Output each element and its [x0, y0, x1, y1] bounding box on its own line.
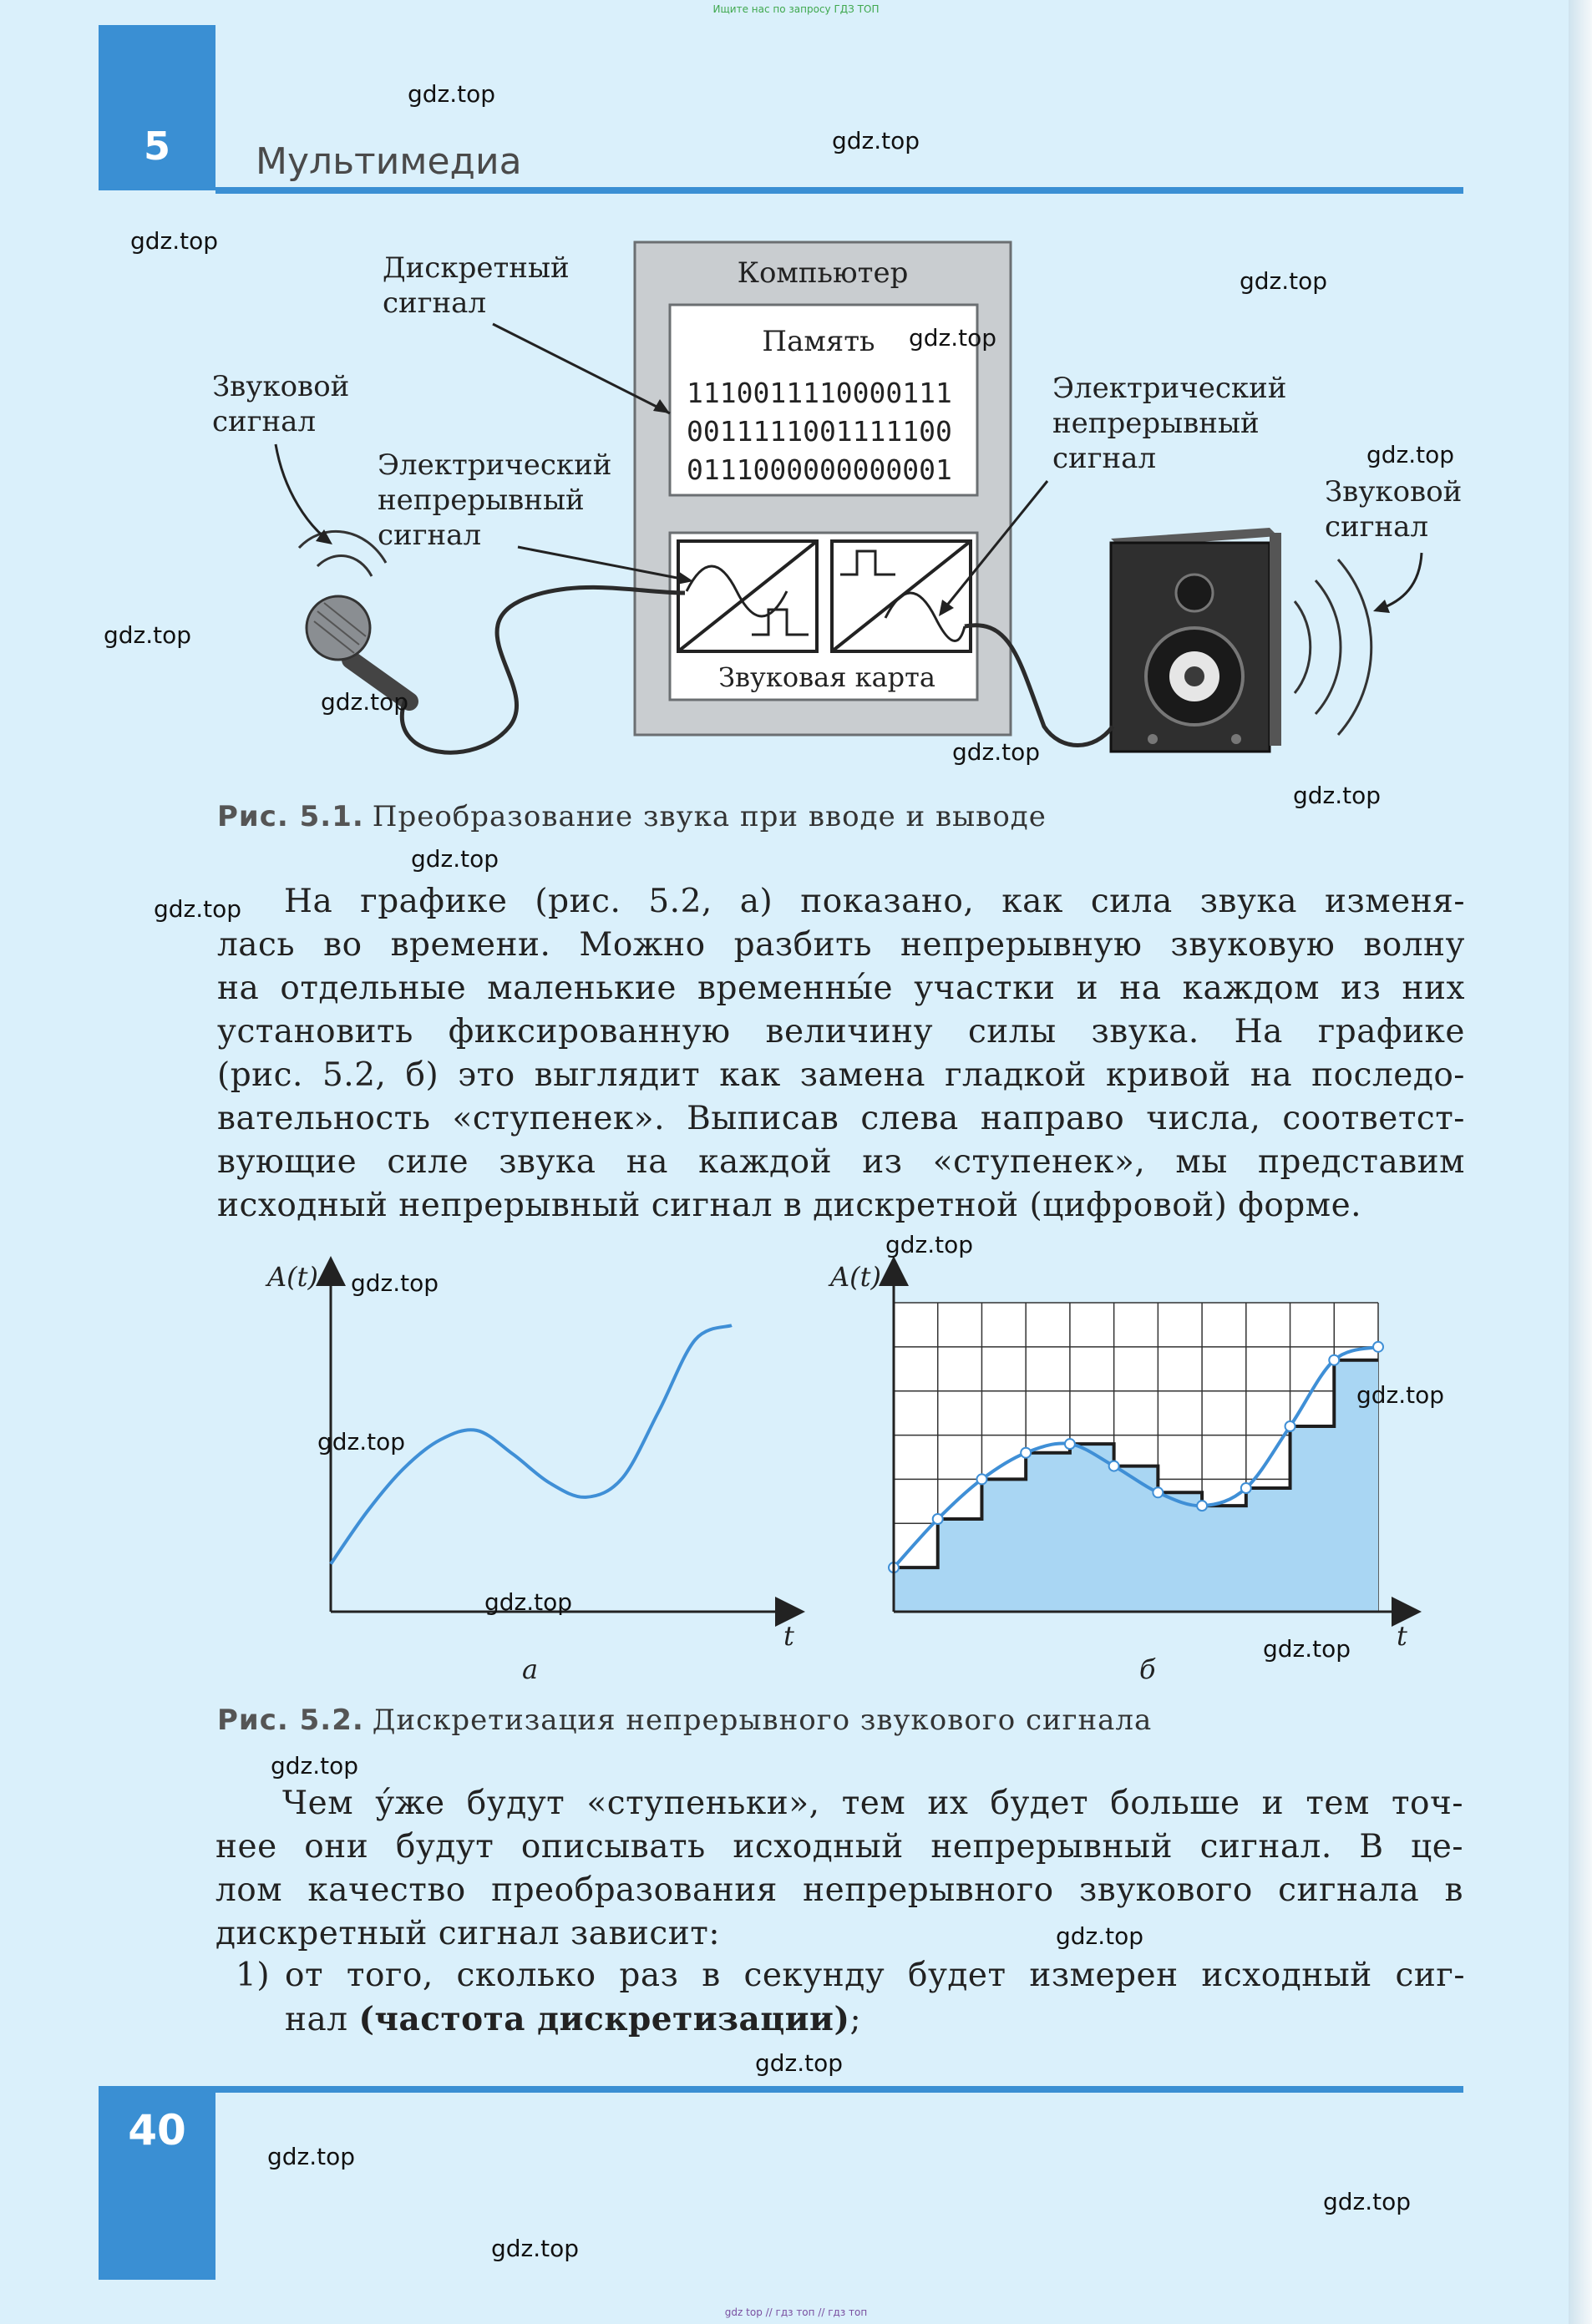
caption-text: Преобразование звука при вводе и выводе	[372, 800, 1047, 833]
watermark: gdz.top	[1356, 1381, 1445, 1409]
watermark: gdz.top	[832, 127, 920, 154]
footer-rule	[215, 2086, 1463, 2093]
paragraph-line: (рис. 5.2, б) это выглядит как замена гладкой кривой на последо-	[217, 1056, 1465, 1094]
watermark: gdz.top	[317, 1428, 406, 1456]
watermark: gdz.top	[491, 2235, 580, 2262]
x-axis-label: t	[1397, 1620, 1407, 1652]
sound-card-label: Звуковая карта	[718, 661, 935, 693]
watermark: gdz.top	[411, 845, 499, 873]
chart-a	[265, 1261, 794, 1685]
memory-label: Память	[762, 325, 875, 358]
list-text: от того, сколько раз в секунду будет измерен исходный сиг-	[285, 1957, 1465, 1994]
subfigure-label: а	[522, 1653, 539, 1685]
watermark: gdz.top	[1240, 267, 1328, 295]
page-edge	[1569, 0, 1592, 2324]
computer-label: Компьютер	[737, 256, 909, 290]
watermark: gdz.top	[271, 1752, 359, 1780]
watermark: gdz.top	[952, 738, 1041, 766]
chapter-number: 5	[143, 124, 170, 169]
label-electric-right: непрерывный	[1052, 407, 1260, 440]
y-axis-label: A(t)	[267, 1261, 318, 1293]
label-sound-right: сигнал	[1325, 510, 1429, 544]
label-electric-right: сигнал	[1052, 442, 1157, 475]
list-text: нал	[285, 2001, 359, 2038]
label-sound-left: сигнал	[212, 405, 317, 438]
label-electric-left: Электрический	[378, 448, 612, 482]
bottom-note: gdz top // гдз топ // гдз топ	[724, 2306, 868, 2318]
arrowhead-icon	[1373, 600, 1390, 613]
paragraph-line: вующие силе звука на каждой из «ступенек», мы представим	[217, 1143, 1465, 1181]
watermark: gdz.top	[321, 688, 409, 716]
watermark: gdz.top	[484, 1588, 573, 1616]
watermark: gdz.top	[909, 324, 997, 352]
figure-discretization	[251, 1236, 1453, 1704]
sample-point	[1021, 1448, 1031, 1458]
caption-text: Дискретизация непрерывного звукового сигнала	[372, 1704, 1153, 1737]
list-marker: 1)	[236, 1957, 271, 1994]
sample-point	[1065, 1439, 1075, 1449]
top-note: Ищите нас по запросу ГДЗ ТОП	[712, 3, 880, 15]
sample-point	[933, 1514, 943, 1524]
binary-line: 0111000000000001	[687, 453, 952, 486]
list-term: (частота дискретизации)	[358, 2000, 850, 2038]
microphone-icon	[307, 596, 409, 701]
paragraph	[217, 880, 1465, 1228]
paragraph	[215, 1782, 1463, 1956]
running-head: Мультимедиа	[256, 140, 522, 183]
subfigure-label: б	[1139, 1653, 1156, 1685]
watermark: gdz.top	[408, 80, 496, 108]
caption-number: Рис. 5.1.	[217, 800, 364, 833]
sample-point	[1197, 1501, 1207, 1511]
paragraph-line: лом качество преобразования непрерывного звукового сигнала в	[215, 1871, 1463, 1909]
y-axis-label: A(t)	[830, 1261, 881, 1293]
watermark: gdz.top	[1366, 441, 1455, 468]
paragraph-line: на отдельные маленькие временны́е участки и на каждом из них	[217, 970, 1465, 1007]
paragraph-line: дискретный сигнал зависит:	[215, 1915, 720, 1952]
watermark: gdz.top	[1323, 2188, 1412, 2215]
label-sound-left: Звуковой	[212, 370, 350, 403]
label-electric-right: Электрический	[1052, 372, 1287, 405]
caption-number: Рис. 5.2.	[217, 1704, 364, 1737]
sample-point	[1373, 1342, 1383, 1352]
figure-caption	[217, 800, 1047, 833]
watermark: gdz.top	[1293, 782, 1382, 809]
sample-point	[1241, 1483, 1251, 1493]
watermark: gdz.top	[267, 2143, 356, 2170]
figure-caption	[217, 1704, 1152, 1737]
header-rule	[215, 187, 1463, 194]
label-discrete-signal: сигнал	[383, 286, 487, 320]
watermark: gdz.top	[154, 895, 242, 923]
paragraph-line: нее они будут описывать исходный непрерывный сигнал. В це-	[215, 1828, 1463, 1866]
paragraph-line: Чем у́же будут «ступеньки», тем их будет больше и тем точ-	[282, 1785, 1463, 1822]
label-electric-left: сигнал	[378, 519, 482, 552]
watermark: gdz.top	[1263, 1635, 1351, 1663]
label-sound-right: Звуковой	[1325, 475, 1463, 509]
label-electric-left: непрерывный	[378, 484, 585, 517]
arrow-sound-left	[276, 444, 329, 541]
watermark: gdz.top	[885, 1231, 974, 1258]
paragraph-line: На графике (рис. 5.2, а) показано, как сила звука изменя-	[284, 883, 1465, 920]
watermark: gdz.top	[755, 2049, 844, 2077]
paragraph-line: исходный непрерывный сигнал в дискретной (цифровой) форме.	[217, 1187, 1362, 1224]
list-text: ;	[849, 2001, 862, 2038]
sample-point	[976, 1474, 986, 1484]
chart-b	[828, 1261, 1407, 1685]
x-axis-label: t	[783, 1620, 794, 1652]
binary-line: 1110011110000111	[687, 377, 952, 409]
sound-wave-right	[1295, 559, 1371, 735]
page-number: 40	[128, 2106, 186, 2154]
watermark: gdz.top	[130, 227, 219, 255]
list-item	[215, 1954, 1465, 2042]
paragraph-line: лась во времени. Можно разбить непрерывную звуковую волну	[217, 926, 1465, 964]
paragraph-line: вательность «ступенек». Выписав слева направо числа, соответст-	[217, 1100, 1465, 1137]
watermark: gdz.top	[104, 621, 192, 649]
sound-wave-left	[299, 531, 386, 576]
sample-point	[1329, 1355, 1339, 1365]
label-discrete-signal: Дискретный	[383, 251, 570, 285]
sample-point	[1285, 1421, 1295, 1431]
sample-point	[1153, 1487, 1163, 1497]
speaker-icon	[1111, 528, 1281, 752]
sample-point	[1109, 1461, 1119, 1471]
watermark: gdz.top	[1056, 1922, 1144, 1950]
paragraph-line: установить фиксированную величину силы звука. На графике	[217, 1013, 1465, 1051]
watermark: gdz.top	[351, 1269, 439, 1297]
binary-line: 0011111001111100	[687, 415, 952, 448]
